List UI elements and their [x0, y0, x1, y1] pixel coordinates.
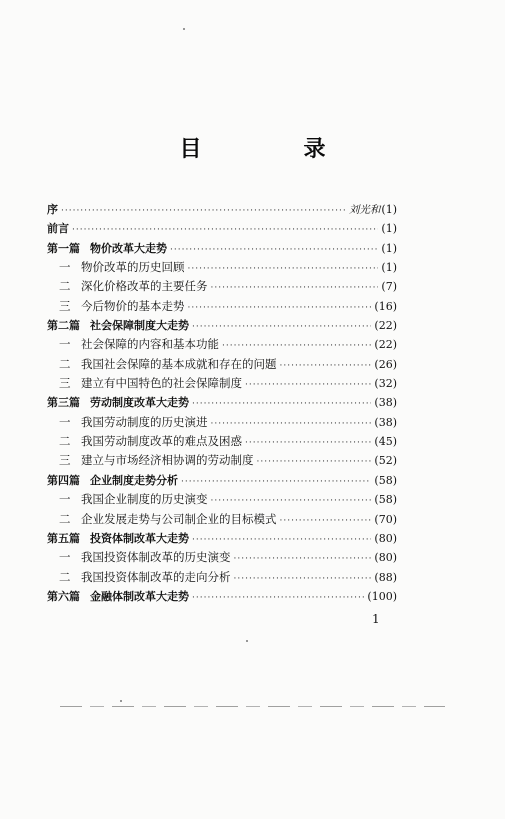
part-number: 第五篇 — [47, 531, 80, 545]
toc-entry — [47, 490, 397, 509]
section-number: 一 — [59, 550, 71, 565]
entry-page-number: (7) — [381, 280, 397, 294]
toc-entry — [47, 432, 397, 451]
entry-title: 投资体制改革大走势 — [90, 531, 189, 545]
page-title: 目 录 — [179, 137, 366, 162]
entry-title: 建立与市场经济相协调的劳动制度 — [81, 453, 254, 468]
toc-entry — [47, 451, 397, 470]
toc-entry — [47, 568, 397, 587]
toc-entry — [47, 510, 397, 529]
entry-title: 深化价格改革的主要任务 — [81, 279, 208, 294]
dot-leader — [257, 453, 372, 472]
entry-page-number: (80) — [374, 551, 397, 565]
scan-speck — [246, 640, 248, 642]
table-of-contents — [47, 200, 397, 606]
dot-leader — [280, 357, 372, 376]
entry-title: 我国企业制度的历史演变 — [81, 492, 208, 507]
entry-title: 序 — [47, 203, 58, 216]
section-number: 二 — [59, 434, 71, 449]
entry-page-number: (52) — [374, 454, 397, 468]
part-number: 第四篇 — [47, 473, 80, 487]
entry-page-number: (1) — [381, 222, 397, 236]
entry-title: 社会保障的内容和基本功能 — [81, 337, 219, 352]
entry-author: 刘光和 — [348, 204, 381, 216]
section-number: 一 — [59, 337, 71, 352]
toc-entry — [47, 413, 397, 432]
entry-page-number: (100) — [367, 589, 397, 603]
part-number: 第二篇 — [47, 319, 80, 333]
entry-page-number: (80) — [374, 531, 397, 545]
dot-leader — [170, 241, 378, 260]
section-number: 三 — [59, 298, 71, 313]
toc-entry — [47, 219, 397, 238]
toc-entry — [47, 277, 397, 296]
entry-title: 建立有中国特色的社会保障制度 — [81, 376, 242, 391]
entry-title: 企业制度走势分析 — [90, 473, 178, 487]
entry-page-number: (88) — [374, 570, 397, 584]
dot-leader — [234, 570, 372, 589]
section-number: 一 — [59, 492, 71, 507]
entry-title: 我国劳动制度改革的难点及困惑 — [81, 434, 242, 449]
section-number: 二 — [59, 356, 71, 371]
toc-entry — [47, 335, 397, 354]
entry-page-number: (1) — [381, 203, 397, 216]
entry-title: 物价改革的历史回顾 — [81, 260, 185, 275]
dot-leader — [192, 395, 371, 414]
dot-leader — [245, 434, 371, 453]
toc-entry — [47, 239, 397, 258]
toc-entry — [47, 297, 397, 316]
scan-artifact-line — [60, 706, 445, 707]
section-number: 一 — [59, 414, 71, 429]
entry-title: 我国社会保障的基本成就和存在的问题 — [81, 356, 277, 371]
entry-title: 前言 — [47, 222, 69, 236]
entry-title: 社会保障制度大走势 — [90, 319, 189, 333]
dot-leader — [211, 279, 379, 298]
toc-entry — [47, 529, 397, 548]
toc-entry — [47, 548, 397, 567]
entry-page-number: (32) — [374, 377, 397, 391]
entry-page-number: (1) — [381, 261, 397, 275]
entry-page-number: (26) — [374, 357, 397, 371]
toc-entry — [47, 258, 397, 277]
part-number: 第三篇 — [47, 396, 80, 410]
part-number: 第一篇 — [47, 241, 80, 255]
entry-page-number: (58) — [374, 473, 397, 487]
entry-title: 今后物价的基本走势 — [81, 298, 185, 313]
toc-entry — [47, 374, 397, 393]
scan-speck — [183, 28, 185, 30]
section-number: 二 — [59, 511, 71, 526]
scan-speck — [120, 700, 122, 702]
entry-title: 金融体制改革大走势 — [90, 589, 189, 603]
section-number: 二 — [59, 569, 71, 584]
entry-title: 我国投资体制改革的走向分析 — [81, 569, 231, 584]
dot-leader — [192, 589, 364, 608]
entry-page-number: (22) — [374, 319, 397, 333]
toc-entry — [47, 200, 397, 219]
entry-title: 物价改革大走势 — [90, 241, 167, 255]
entry-page-number: (1) — [381, 241, 397, 255]
entry-page-number: (22) — [374, 338, 397, 352]
section-number: 三 — [59, 376, 71, 391]
section-number: 一 — [59, 260, 71, 275]
dot-leader — [188, 299, 372, 318]
toc-entry — [47, 316, 397, 335]
entry-page-number: (16) — [374, 299, 397, 313]
dot-leader — [188, 260, 379, 279]
entry-page-number: (38) — [374, 396, 397, 410]
dot-leader — [280, 512, 372, 531]
dot-leader — [181, 473, 371, 492]
dot-leader — [61, 202, 346, 221]
dot-leader — [245, 376, 371, 395]
page-number: 1 — [372, 612, 380, 626]
section-number: 三 — [59, 453, 71, 468]
toc-entry — [47, 471, 397, 490]
entry-page-number: (58) — [374, 493, 397, 507]
dot-leader — [234, 550, 372, 569]
toc-entry — [47, 587, 397, 606]
toc-entry — [47, 393, 397, 412]
entry-title: 企业发展走势与公司制企业的目标模式 — [81, 511, 277, 526]
section-number: 二 — [59, 279, 71, 294]
entry-title: 劳动制度改革大走势 — [90, 396, 189, 410]
toc-entry — [47, 355, 397, 374]
entry-title: 我国劳动制度的历史演进 — [81, 414, 208, 429]
entry-page-number: (70) — [374, 512, 397, 526]
entry-title: 我国投资体制改革的历史演变 — [81, 550, 231, 565]
part-number: 第六篇 — [47, 589, 80, 603]
entry-page-number: (38) — [374, 415, 397, 429]
entry-page-number: (45) — [374, 435, 397, 449]
